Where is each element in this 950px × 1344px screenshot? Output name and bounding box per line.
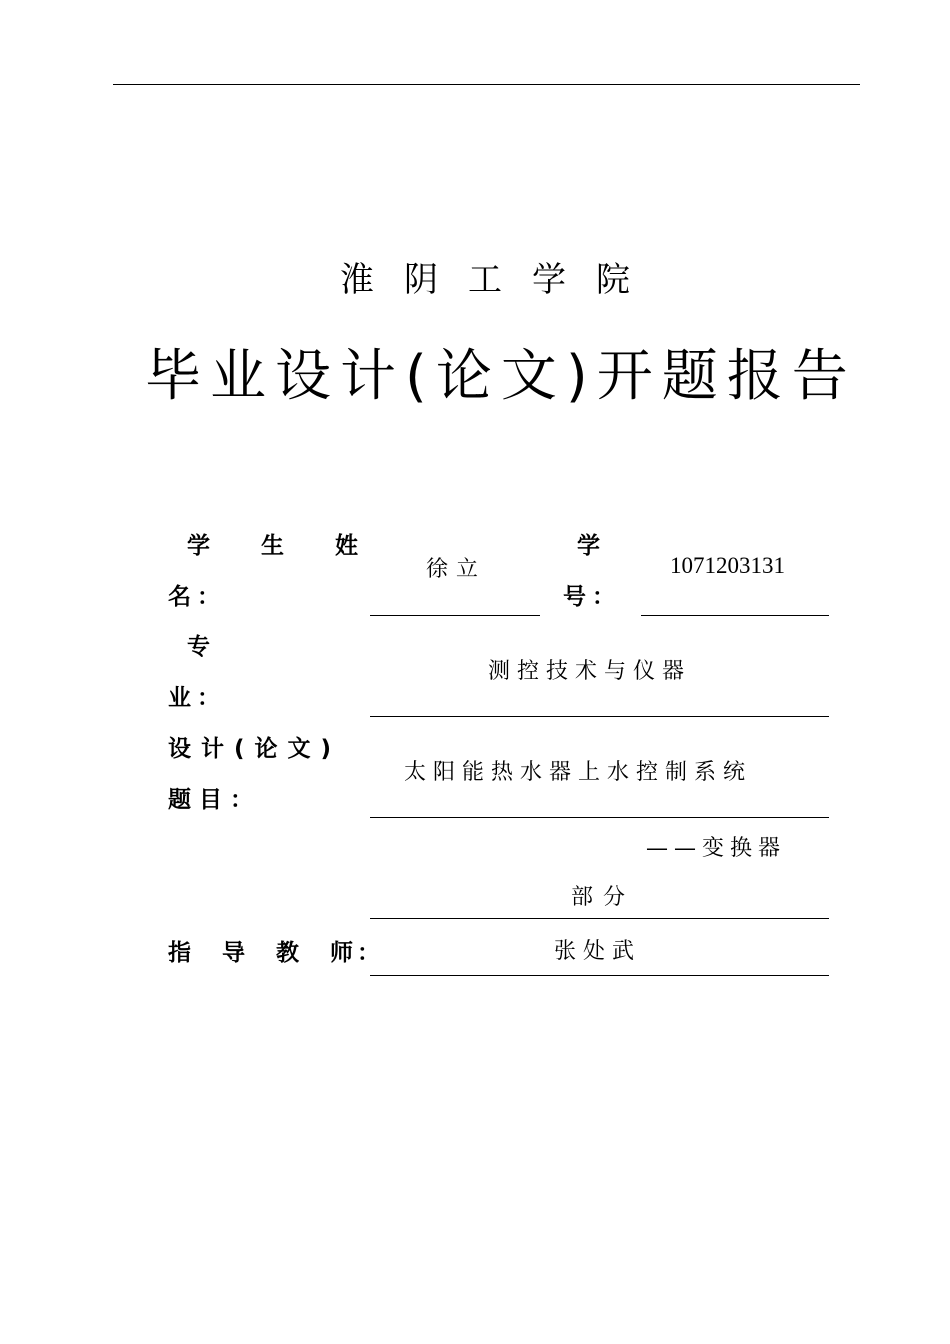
school-name: 淮阴工学院 xyxy=(340,260,660,300)
name-underline xyxy=(370,615,540,616)
topic-underline-1 xyxy=(370,817,829,818)
id-label-line2: 号： xyxy=(563,584,621,610)
topic-label-line1: 设计(论文) xyxy=(168,736,342,762)
header-rule xyxy=(113,84,860,85)
topic-label-line2: 题目： xyxy=(168,787,261,813)
page-title: 毕业设计(论文)开题报告 xyxy=(145,344,857,409)
student-name-value: 徐立 xyxy=(426,557,487,582)
topic-value-line2: ——变换器 xyxy=(646,836,787,861)
name-label-line2: 名： xyxy=(168,584,226,610)
advisor-underline xyxy=(370,975,829,976)
topic-underline-2 xyxy=(370,918,829,919)
name-label-line1: 学 生 姓 xyxy=(187,533,372,559)
major-label-line2: 业： xyxy=(168,685,226,711)
advisor-value: 张处武 xyxy=(554,939,642,964)
major-value: 测控技术与仪器 xyxy=(488,659,692,684)
topic-value-line3: 部分 xyxy=(571,885,636,910)
id-label-line1: 学 xyxy=(577,533,600,559)
major-label-line1: 专 xyxy=(187,634,210,660)
advisor-label: 指 导 教 师： xyxy=(168,940,384,966)
major-underline xyxy=(370,716,829,717)
id-underline xyxy=(641,615,829,616)
student-id-value: 1071203131 xyxy=(670,553,785,578)
topic-value-line1: 太阳能热水器上水控制系统 xyxy=(404,760,753,785)
